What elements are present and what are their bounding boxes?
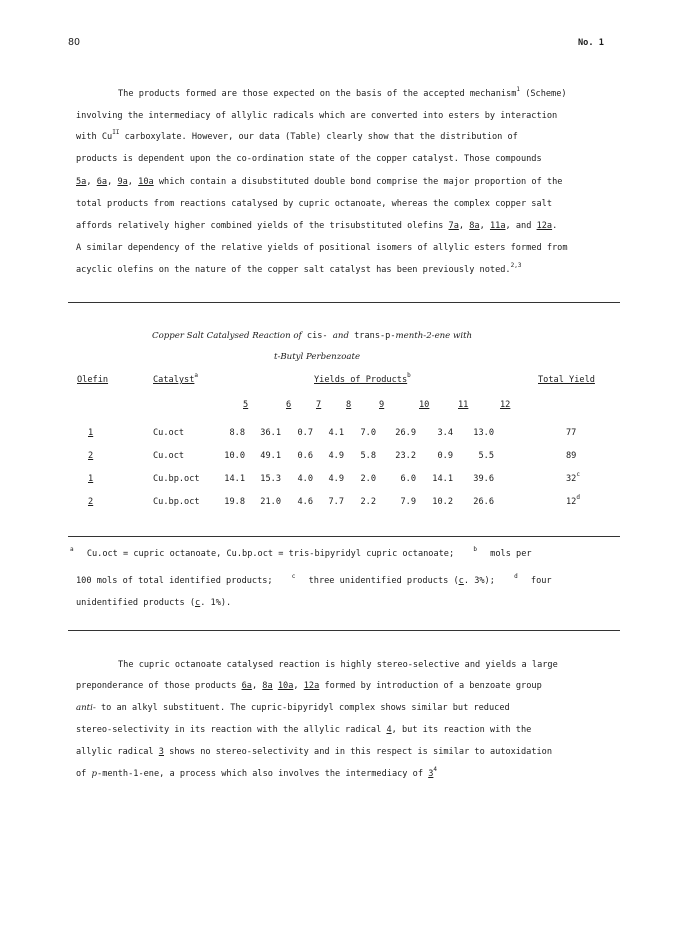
col-header-catalyst: Catalyst$^a$ xyxy=(153,372,199,385)
row-value: 7.0 xyxy=(360,428,376,438)
row-olefin: 1 xyxy=(88,428,94,438)
row-total: 89 xyxy=(566,451,577,461)
table-row xyxy=(0,471,687,488)
row-value: 4.1 xyxy=(328,428,344,438)
table-row xyxy=(0,494,687,511)
table-title-line-1: Copper Salt Catalysed Reaction of cis- and trans-p-menth-2-ene with xyxy=(152,331,473,341)
row-value: 26.6 xyxy=(473,497,494,507)
table-title-line-2: t-Butyl Perbenzoate xyxy=(274,352,361,362)
row-value: 39.6 xyxy=(473,474,494,484)
row-value: 2.2 xyxy=(360,497,376,507)
journal-issue: No. 1 xyxy=(578,38,604,48)
col-header-yields: Yields of Products$^b$ xyxy=(314,372,411,385)
row-catalyst: Cu.oct xyxy=(153,451,185,461)
row-value: 21.0 xyxy=(260,497,281,507)
row-value: 10.2 xyxy=(432,497,453,507)
row-value: 23.2 xyxy=(395,451,416,461)
row-catalyst: Cu.oct xyxy=(153,428,185,438)
row-value: 4.6 xyxy=(297,497,313,507)
row-value: 15.3 xyxy=(260,474,281,484)
row-total: 77 xyxy=(566,428,577,438)
row-value: 13.0 xyxy=(473,428,494,438)
row-catalyst: Cu.bp.oct xyxy=(153,497,200,507)
p2-line-2: preponderance of those products 6a, 8a 10a, 12a formed by introduction of a benzoate group xyxy=(76,681,542,691)
product-number: 6 xyxy=(286,400,292,410)
row-value: 6.0 xyxy=(400,474,416,484)
row-value: 7.9 xyxy=(400,497,416,507)
row-olefin: 2 xyxy=(88,451,94,461)
product-number: 5 xyxy=(243,400,249,410)
product-number: 7 xyxy=(316,400,322,410)
row-value: 2.0 xyxy=(360,474,376,484)
row-value: 19.8 xyxy=(224,497,245,507)
product-number: 12 xyxy=(500,400,511,410)
row-value: 49.1 xyxy=(260,451,281,461)
p1-line-9: acyclic olefins on the nature of the copper salt catalyst has been previously noted.$^{2,3}$ xyxy=(76,262,522,275)
row-value: 4.9 xyxy=(328,474,344,484)
table-row xyxy=(0,451,687,465)
row-value: 10.0 xyxy=(224,451,245,461)
p2-line-4: stereo-selectivity in its reaction with the allylic radical 4, but its reaction with the xyxy=(76,725,532,735)
p1-line-4: products is dependent upon the co-ordination state of the copper catalyst. Those compounds xyxy=(76,154,542,164)
footnotes-bottom-rule xyxy=(68,630,620,631)
product-number: 9 xyxy=(379,400,385,410)
col-header-total: Total Yield xyxy=(538,375,595,385)
row-value: 4.9 xyxy=(328,451,344,461)
footnote-line-3: unidentified products (c. 1%). xyxy=(76,598,232,608)
row-value: 8.8 xyxy=(229,428,245,438)
p1-line-7: affords relatively higher combined yields of the trisubstituted olefins 7a, 8a, 11a, and 12a. xyxy=(76,221,558,231)
row-olefin: 1 xyxy=(88,474,94,484)
row-value: 0.9 xyxy=(437,451,453,461)
row-value: 4.0 xyxy=(297,474,313,484)
table-bottom-rule xyxy=(68,536,620,537)
p2-line-3: anti- to an alkyl substituent. The cupric-bipyridyl complex shows similar but reduced xyxy=(76,703,510,713)
col-header-olefin: Olefin xyxy=(77,375,109,385)
p1-line-6: total products from reactions catalysed by cupric octanoate, whereas the complex copper salt xyxy=(76,199,552,209)
row-value: 14.1 xyxy=(224,474,245,484)
p1-line-5: 5a, 6a, 9a, 10a which contain a disubstituted double bond comprise the major proportion of the xyxy=(76,177,563,187)
row-value: 14.1 xyxy=(432,474,453,484)
footnote-line-1: $^a$ Cu.oct = cupric octanoate, Cu.bp.oct = tris-bipyridyl cupric octanoate; $^b$ mols per xyxy=(70,546,532,559)
footnote-line-2: 100 mols of total identified products; $^c$ three unidentified products (c. 3%); $^d$ four xyxy=(76,573,552,586)
p2-line-6: of p-menth-1-ene, a process which also involves the intermediacy of $3^4$ xyxy=(76,766,437,779)
page-number: 80 xyxy=(68,37,81,48)
product-number: 11 xyxy=(458,400,469,410)
row-value: 5.5 xyxy=(478,451,494,461)
p2-line-1: The cupric octanoate catalysed reaction is highly stereo-selective and yields a large xyxy=(118,660,558,670)
row-olefin: 2 xyxy=(88,497,94,507)
p1-line-2: involving the intermediacy of allylic radicals which are converted into esters by interaction xyxy=(76,111,558,121)
row-total: 12$^d$ xyxy=(566,494,580,507)
row-value: 7.7 xyxy=(328,497,344,507)
p1-line-3: with $Cu^{II}$ carboxylate. However, our data (Table) clearly show that the distribution of xyxy=(76,129,518,142)
row-value: 36.1 xyxy=(260,428,281,438)
row-value: 3.4 xyxy=(437,428,453,438)
row-catalyst: Cu.bp.oct xyxy=(153,474,200,484)
table-row xyxy=(0,428,687,442)
p1-line-1: The products formed are those expected on the basis of the accepted mechanism$^1$ (Scheme) xyxy=(118,86,567,99)
product-number: 8 xyxy=(346,400,352,410)
row-value: 0.7 xyxy=(297,428,313,438)
p2-line-5: allylic radical 3 shows no stereo-selectivity and in this respect is similar to autoxidation xyxy=(76,747,553,757)
row-total: 32$^c$ xyxy=(566,471,580,484)
row-value: 5.8 xyxy=(360,451,376,461)
row-value: 26.9 xyxy=(395,428,416,438)
p1-line-8: A similar dependency of the relative yields of positional isomers of allylic esters formed from xyxy=(76,243,568,253)
row-value: 0.6 xyxy=(297,451,313,461)
table-top-rule xyxy=(68,302,620,303)
product-number: 10 xyxy=(419,400,430,410)
